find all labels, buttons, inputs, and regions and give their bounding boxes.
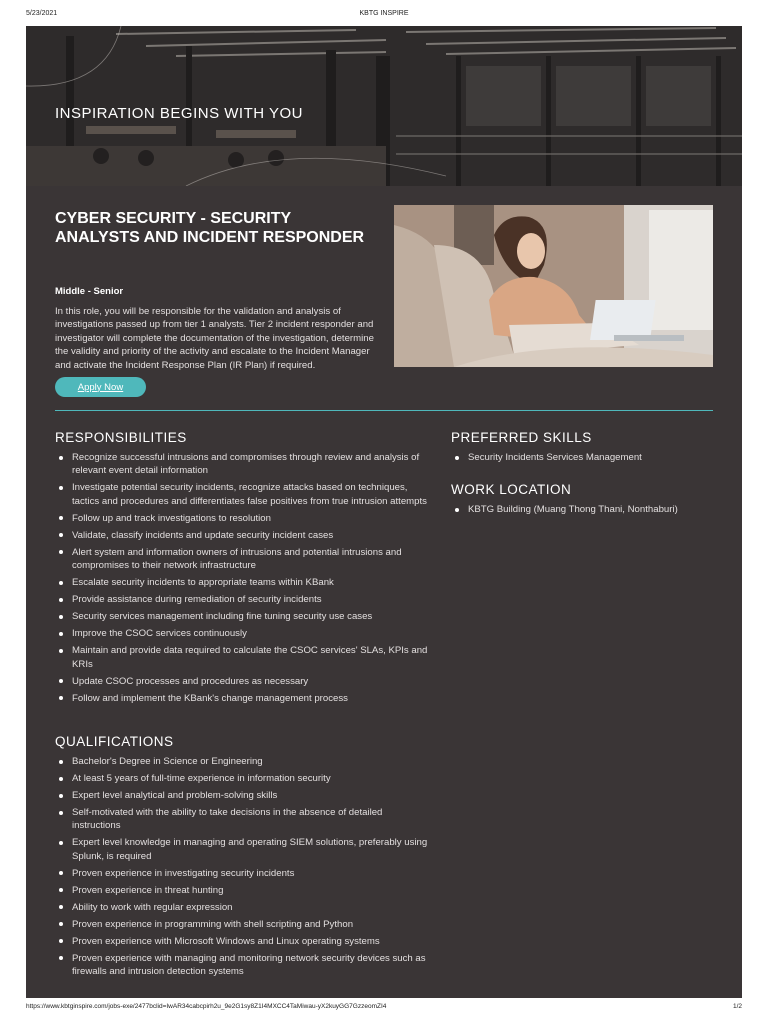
list-item: At least 5 years of full-time experience in information security bbox=[55, 772, 430, 785]
preferred-skills-list bbox=[451, 451, 691, 468]
list-item: KBTG Building (Muang Thong Thani, Nonthaburi) bbox=[451, 503, 691, 516]
list-item: Bachelor's Degree in Science or Engineering bbox=[55, 755, 430, 768]
job-summary: In this role, you will be responsible for the validation and analysis of investigations passed up from tier 1 analysts. Tier 2 incident responder and investigator will complete the documentation of the investigation, determine the validity and priority of the activity and escalate to the Incident Manager and activate the Incident Response Plan (IR Plan) if required. bbox=[55, 306, 374, 371]
list-item: Expert level knowledge in managing and operating SIEM solutions, preferably using Splunk, is required bbox=[55, 836, 430, 863]
print-header bbox=[0, 10, 768, 22]
list-item: Self-motivated with the ability to take decisions in the absence of detailed instructions bbox=[55, 806, 430, 833]
qualifications-heading: QUALIFICATIONS bbox=[55, 734, 174, 749]
print-url: https://www.kbtginspire.com/jobs-exe/2477bclid=IwAR34cabcpirh2u_9e2G1sy8Z1I4MXCC4TaMiwau-yX2kuyGG7GzzeomZI4 bbox=[26, 1003, 387, 1010]
responsibilities-heading: RESPONSIBILITIES bbox=[55, 430, 187, 445]
list-item: Security Incidents Services Management bbox=[451, 451, 691, 464]
apply-now-button[interactable]: Apply Now bbox=[55, 377, 146, 397]
job-level: Middle - Senior bbox=[55, 286, 124, 297]
job-title: CYBER SECURITY - SECURITY ANALYSTS AND INCIDENT RESPONDER bbox=[55, 210, 365, 246]
list-item: Maintain and provide data required to calculate the CSOC services' SLAs, KPIs and KRIs bbox=[55, 644, 430, 671]
responsibilities-list bbox=[55, 451, 430, 709]
list-item: Proven experience in programming with shell scripting and Python bbox=[55, 918, 430, 931]
list-item: Security services management including fine tuning security use cases bbox=[55, 610, 430, 623]
list-item: Provide assistance during remediation of security incidents bbox=[55, 593, 430, 606]
list-item: Improve the CSOC services continuously bbox=[55, 627, 430, 640]
list-item: Escalate security incidents to appropriate teams within KBank bbox=[55, 576, 430, 589]
section-divider bbox=[55, 410, 713, 411]
list-item: Validate, classify incidents and update security incident cases bbox=[55, 529, 430, 542]
list-item: Expert level analytical and problem-solving skills bbox=[55, 789, 430, 802]
list-item: Proven experience with Microsoft Windows and Linux operating systems bbox=[55, 935, 430, 948]
work-location-heading: WORK LOCATION bbox=[451, 482, 572, 497]
woman-with-laptop-photo bbox=[394, 205, 713, 367]
job-page bbox=[26, 26, 742, 998]
qualifications-list bbox=[55, 755, 430, 982]
list-item: Follow up and track investigations to resolution bbox=[55, 512, 430, 525]
preferred-skills-heading: PREFERRED SKILLS bbox=[451, 430, 592, 445]
list-item: Proven experience in investigating security incidents bbox=[55, 867, 430, 880]
list-item: Update CSOC processes and procedures as necessary bbox=[55, 675, 430, 688]
list-item: Recognize successful intrusions and compromises through review and analysis of relevant event detail information bbox=[55, 451, 430, 478]
list-item: Proven experience in threat hunting bbox=[55, 884, 430, 897]
list-item: Follow and implement the KBank's change management process bbox=[55, 692, 430, 705]
print-title: KBTG INSPIRE bbox=[359, 10, 409, 17]
work-location-list bbox=[451, 503, 691, 520]
print-date: 5/23/2021 bbox=[26, 10, 58, 17]
list-item: Alert system and information owners of intrusions and potential intrusions and compromises to their network infrastructure bbox=[55, 546, 430, 573]
list-item: Proven experience with managing and monitoring network security devices such as firewalls and intrusion detection systems bbox=[55, 952, 430, 979]
hero-banner bbox=[26, 26, 742, 186]
list-item: Investigate potential security incidents, recognize attacks based on techniques, tactics and procedures and differentiates false positives from true intrusion attempts bbox=[55, 481, 430, 508]
hero-tagline: INSPIRATION BEGINS WITH YOU bbox=[55, 105, 303, 122]
list-item: Ability to work with regular expression bbox=[55, 901, 430, 914]
page-number: 1/2 bbox=[732, 1003, 742, 1010]
